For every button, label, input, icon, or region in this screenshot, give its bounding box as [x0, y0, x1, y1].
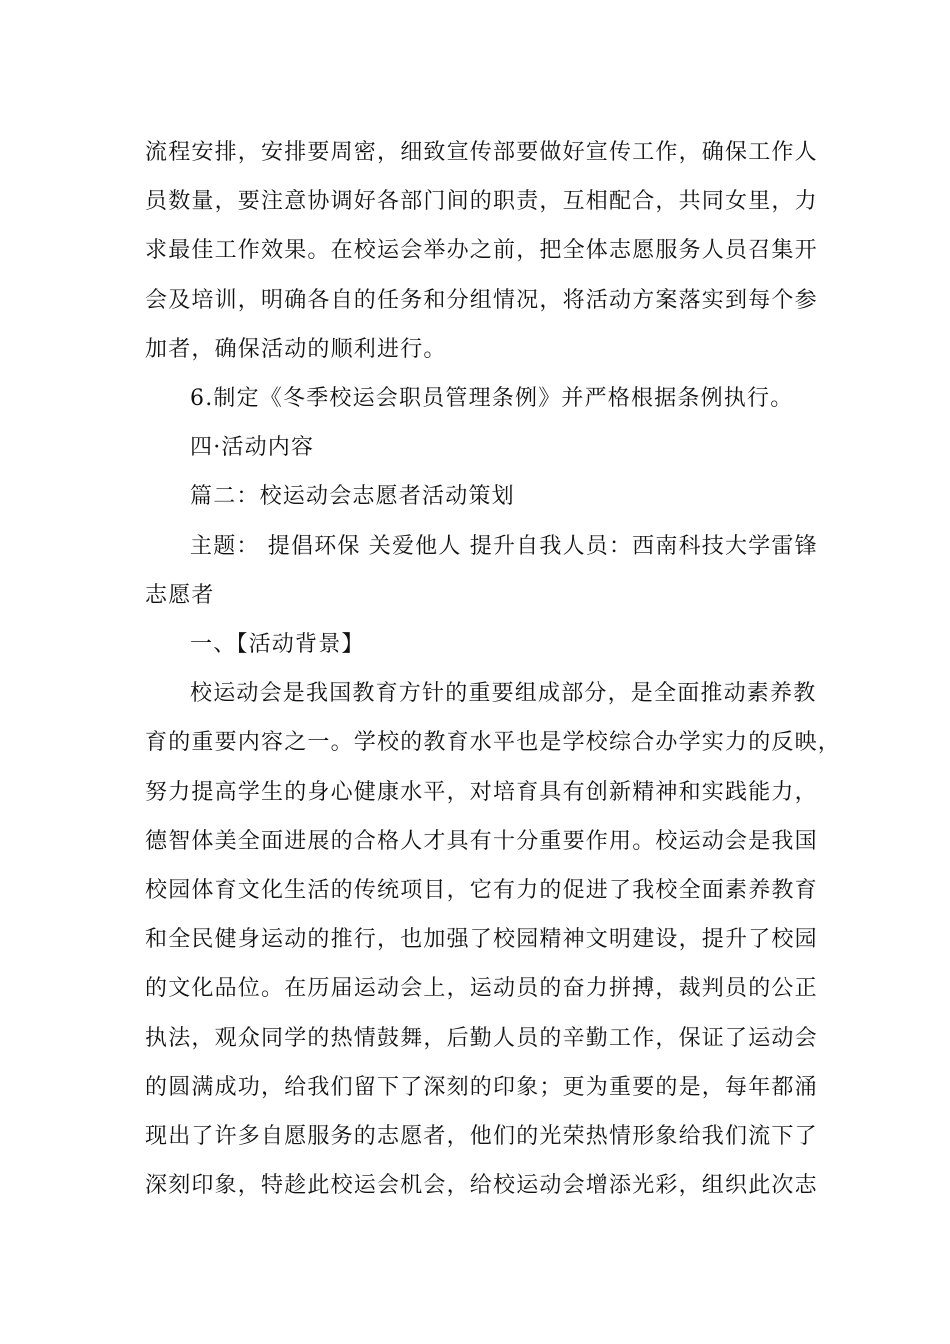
text-line: 员数量，要注意协调好各部门间的职责，互相配合，共同女里，力 — [145, 189, 818, 215]
document-body — [145, 128, 842, 1210]
text-line: 主题： 提倡环保 关爱他人 提升自我人员：西南科技大学雷锋 — [190, 533, 818, 559]
section-heading-background — [145, 620, 810, 669]
text-line: 求最佳工作效果。在校运会举办之前，把全体志愿服务人员召集开 — [145, 238, 818, 264]
text-line: 一、【活动背景】 — [190, 632, 365, 658]
text-line: 志愿者 — [145, 582, 215, 608]
text-line: 会及培训，明确各自的任务和分组情况，将活动方案落实到每个参 — [145, 287, 818, 313]
text-line: 加者，确保活动的顺利进行。 — [145, 336, 447, 362]
section-heading-activity-content — [145, 423, 810, 472]
text-line: 的圆满成功，给我们留下了深刻的印象；更为重要的是，每年都涌 — [145, 1074, 818, 1100]
text-line: 篇二：校运动会志愿者活动策划 — [190, 484, 515, 510]
text-line: 的文化品位。在历届运动会上，运动员的奋力拼搏，裁判员的公正 — [145, 976, 818, 1002]
text-line: 深刻印象，特趁此校运会机会，给校运动会增添光彩，组织此次志 — [145, 1173, 818, 1199]
paragraph-item-6 — [145, 374, 810, 423]
text-line: 校运动会是我国教育方针的重要组成部分，是全面推动素养教 — [190, 681, 817, 707]
paragraph-background — [145, 669, 842, 1210]
text-line: 执法，观众同学的热情鼓舞，后勤人员的辛勤工作，保证了运动会 — [145, 1025, 818, 1051]
paragraph-theme — [145, 522, 818, 620]
text-line: 现出了许多自愿服务的志愿者，他们的光荣热情形象给我们流下了 — [145, 1124, 818, 1150]
text-line: 努力提高学生的身心健康水平，对培育具有创新精神和实践能力， — [145, 779, 818, 805]
text-line: 校园体育文化生活的传统项目，它有力的促进了我校全面素养教育 — [145, 878, 818, 904]
text-line: 四·活动内容 — [190, 435, 315, 461]
paragraph-process-arrangement — [145, 128, 818, 374]
text-line: 育的重要内容之一。学校的教育水平也是学校综合办学实力的反映， — [145, 730, 842, 756]
chapter-title — [145, 472, 810, 521]
text-line: 流程安排，安排要周密，细致宣传部要做好宣传工作，确保工作人 — [145, 140, 818, 165]
text-line: 和全民健身运动的推行，也加强了校园精神文明建设，提升了校园 — [145, 927, 818, 953]
text-line: 6.制定《冬季校运会职员管理条例》并严格根据条例执行。 — [190, 386, 794, 412]
text-line: 德智体美全面进展的合格人才具有十分重要作用。校运动会是我国 — [145, 828, 818, 854]
